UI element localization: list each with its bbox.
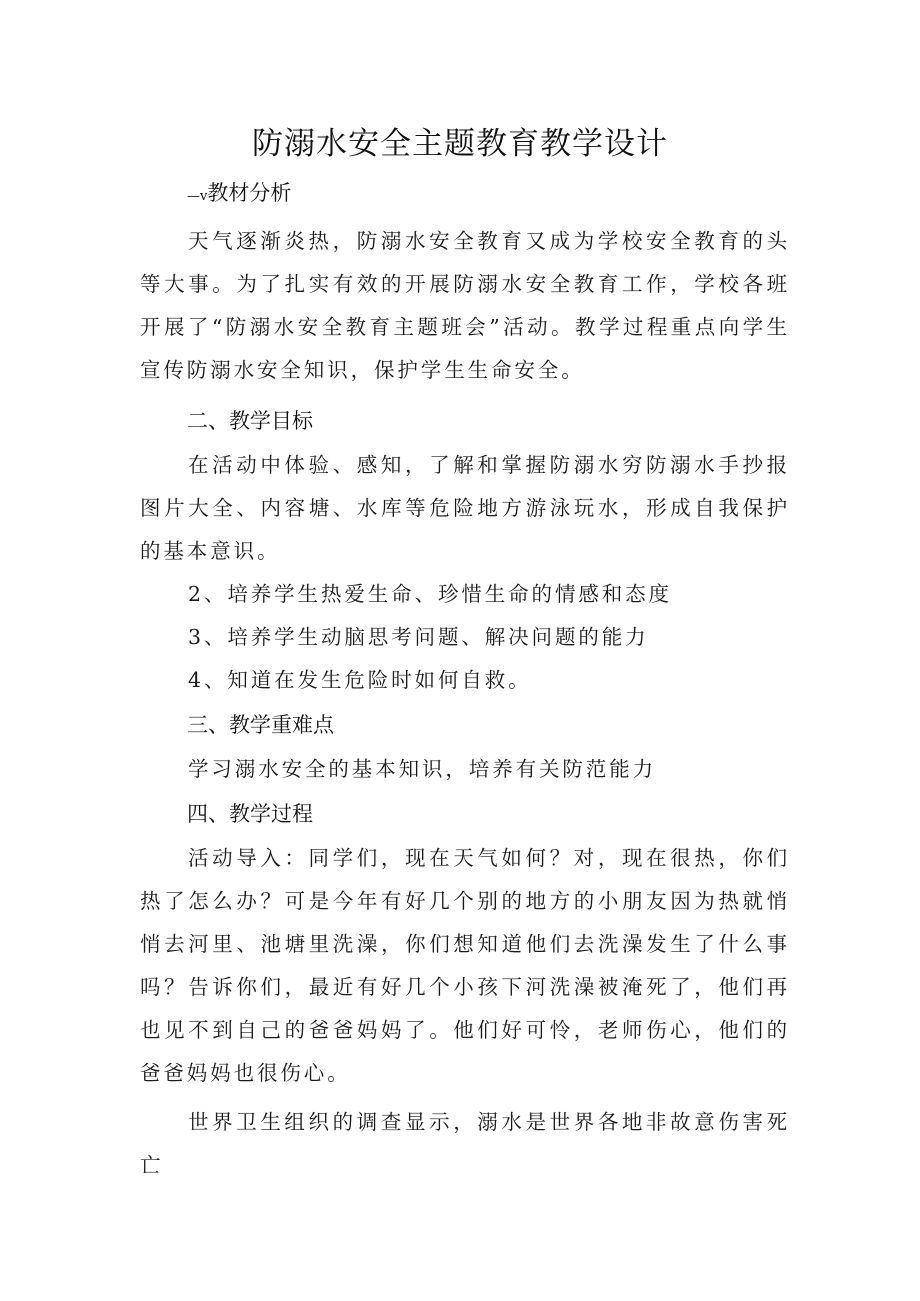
section-heading-objectives: 二、教学目标 <box>187 409 313 433</box>
paragraph: 天气逐渐炎热，防溺水安全教育又成为学校安全教育的头等大事。为了扎实有效的开展防溺水安全教育工作，学校各班开展了“防溺水安全教育主题班会”活动。教学过程重点向学生宣传防溺水安全知识，保护学生生命安全。 <box>140 229 790 382</box>
section-heading-text: 教材分析 <box>207 181 292 205</box>
document-body <box>140 170 790 1187</box>
section-heading-materials <box>140 170 790 220</box>
paragraph: 世界卫生组织的调查显示，溺水是世界各地非故意伤害死亡 <box>140 1110 790 1177</box>
section-heading-process: 四、教学过程 <box>187 802 313 826</box>
section-heading-prefix: —v <box>187 189 208 204</box>
paragraph: 在活动中体验、感知，了解和掌握防溺水穷防溺水手抄报图片大全、内容塘、水库等危险地方游泳玩水，形成自我保护的基本意识。 <box>140 453 790 563</box>
list-item: 3、培养学生动脑思考问题、解决问题的能力 <box>188 625 649 649</box>
section-heading-key-points: 三、教学重难点 <box>187 713 334 737</box>
list-item: 2、培养学生热爱生命、珍惜生命的情感和态度 <box>188 582 672 606</box>
paragraph: 活动导入：同学们，现在天气如何？对，现在很热，你们热了怎么办？可是今年有好几个别的地方的小朋友因为热就悄悄去河里、池塘里洗澡，你们想知道他们去洗澡发生了什么事吗？告诉你们，最近有好几个小孩下河洗澡被淹死了，他们再也见不到自己的爸爸妈妈了。他们好可怜，老师伤心，他们的爸爸妈妈也很伤心。 <box>140 846 790 1085</box>
list-item: 学习溺水安全的基本知识，培养有关防范能力 <box>188 757 656 781</box>
list-item: 4、知道在发生危险时如何自救。 <box>188 668 532 692</box>
document-title: 防溺水安全主题教育教学设计 <box>252 126 668 162</box>
